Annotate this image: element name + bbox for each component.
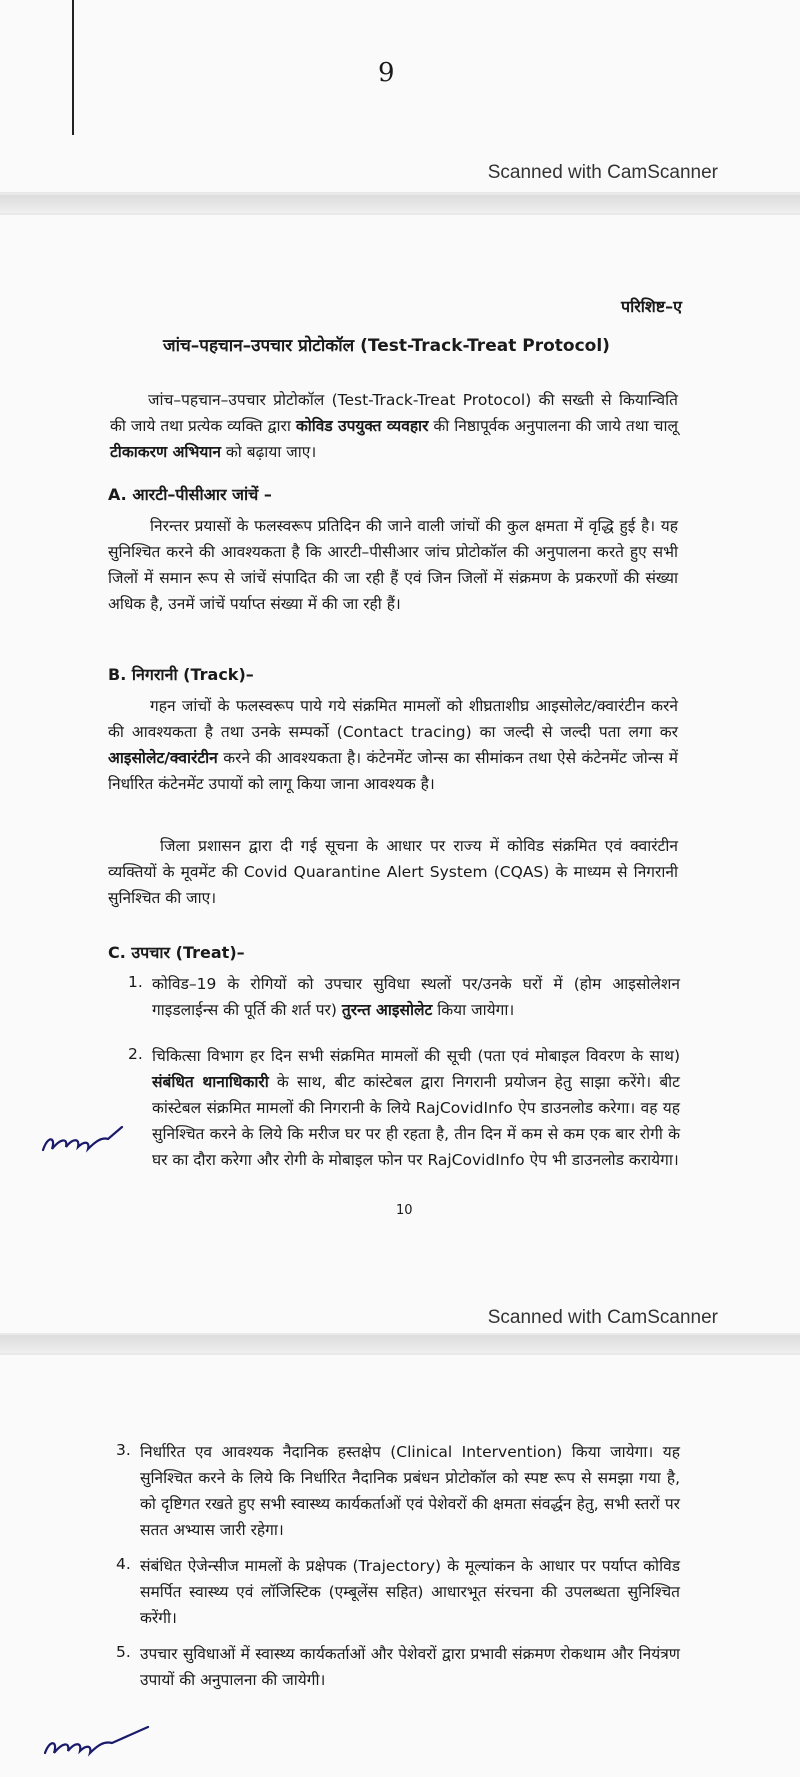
signature-mark — [38, 1115, 128, 1165]
item-2-text: चिकित्सा विभाग हर दिन सभी संक्रमित मामलों की सूची (पता एवं मोबाइल विवरण के साथ) संबंधित थानाधिकारी के साथ, बीट कांस्टेबल द्वारा निगरानी प्रयोजन हेतु साझा करेंगे। बीट कांस्टेबल संक्रमित मामलों की निगरानी के लिये RajCovidInfo ऐप डाउनलोड करेगा। वह यह सुनिश्चित करने के लिये कि मरीज घर पर ही रहता है, तीन दिन में कम से कम एक बार रोगी के घर का दौरा करेगा और रोगी के मोबाइल फोन पर RajCovidInfo ऐप भी डाउनलोड करायेगा। — [152, 1047, 680, 1169]
section-b-paragraph-1: गहन जांचों के फलस्वरूप पाये गये संक्रमित मामलों को शीघ्रताशीघ्र आइसोलेट/क्वारंटीन करने की आवश्यकता है तथा उनके सम्पर्को (Contact tracing) का जल्दी से जल्दी पता लगा कर आइसोलेट/क्वारंटीन करने की आवश्यकता है। कंटेनमेंट जोन्स का सीमांकन तथा ऐसे कंटेनमेंट जोन्स में निर्धारित कंटेनमेंट उपायों को लागू किया जाना आवश्यक है। — [108, 697, 678, 793]
scanner-label-bottom: Scanned with CamScanner — [487, 1307, 718, 1328]
section-a-text: निरन्तर प्रयासों के फलस्वरूप प्रतिदिन की जाने वाली जांचों की कुल क्षमता में वृद्धि हुई है। यह सुनिश्चित करने की आवश्यकता है कि आरटी–पीसीआर जांच प्रोटोकॉल की अनुपालना करते हुए सभी जिलों में समान रूप से जांचें संपादित की जा रही हैं एवं जिन जिलों में संक्रमण के प्रकरणों की संख्या अधिक है, उनमें जांचें पर्याप्त संख्या में की जा रही हैं। — [108, 517, 678, 613]
top-page-fragment — [0, 0, 800, 192]
item-5-text: उपचार सुविधाओं में स्वास्थ्य कार्यकर्ताओं और पेशेवरों द्वारा प्रभावी संक्रमण रोकथाम और नियंत्रण उपायों की अनुपालना की जायेगी। — [140, 1645, 680, 1689]
section-a-heading: A. आरटी–पीसीआर जांचें – — [108, 485, 272, 504]
section-c-heading: C. उपचार (Treat)– — [108, 943, 245, 962]
item-4-number: 4. — [116, 1555, 131, 1573]
signature-mark-2 — [40, 1717, 160, 1767]
scanner-label: Scanned with CamScanner — [487, 162, 718, 183]
page-gap-2 — [0, 1335, 800, 1353]
intro-paragraph: जांच–पहचान–उपचार प्रोटोकॉल (Test-Track-Treat Protocol) की सख्ती से कियान्विति की जाये तथा प्रत्येक व्यक्ति द्वारा कोविड उपयुक्त व्यवहार की निष्ठापूर्वक अनुपालना की जाये तथा चालू टीकाकरण अभियान को बढ़ाया जाए। — [110, 391, 678, 461]
page-gap — [0, 195, 800, 213]
page-title: जांच–पहचान–उपचार प्रोटोकॉल (Test-Track-Treat Protocol) — [163, 336, 610, 356]
item-1-text: कोविड–19 के रोगियों को उपचार सुविधा स्थलों पर/उनके घरों में (होम आइसोलेशन गाइडलाईन्स की पूर्ति की शर्त पर) तुरन्त आइसोलेट किया जायेगा। — [152, 975, 680, 1019]
section-b-paragraph-2: जिला प्रशासन द्वारा दी गई सूचना के आधार पर राज्य में कोविड संक्रमित एवं क्वारंटीन व्यक्तियों के मूवमेंट की Covid Quarantine Alert System (CQAS) के माध्यम से निगरानी सुनिश्चित की जाए। — [108, 837, 678, 907]
page-number-top: 9 — [378, 58, 395, 88]
margin-line — [72, 0, 74, 135]
section-b-heading: B. निगरानी (Track)– — [108, 665, 254, 684]
item-3-number: 3. — [116, 1441, 131, 1459]
item-1-number: 1. — [128, 973, 143, 991]
item-2-number: 2. — [128, 1045, 143, 1063]
appendix-label: परिशिष्ट–ए — [621, 297, 682, 316]
item-4-text: संबंधित ऐजेन्सीज मामलों के प्रक्षेपक (Trajectory) के मूल्यांकन के आधार पर पर्याप्त कोविड समर्पित स्वास्थ्य एवं लॉजिस्टिक (एम्बूलेंस सहित) आधारभूत संरचना की उपलब्धता सुनिश्चित करेंगी। — [140, 1557, 680, 1627]
item-3-text: निर्धारित एव आवश्यक नैदानिक हस्तक्षेप (Clinical Intervention) किया जायेगा। यह सुनिश्चित करने के लिये कि निर्धारित नैदानिक प्रबंधन प्रोटोकॉल को स्पष्ट रूप से समझा गया है, को दृष्टिगत रखते हुए सभी स्वास्थ्य कार्यकर्ताओं एवं पेशेवरों की क्षमता संवर्द्धन हेतु, सभी स्तरों पर सतत अभ्यास जारी रहेगा। — [140, 1443, 680, 1539]
item-5-number: 5. — [116, 1643, 131, 1661]
main-page — [0, 215, 800, 1333]
continuation-page — [0, 1355, 800, 1777]
page-number: 10 — [396, 1203, 413, 1218]
